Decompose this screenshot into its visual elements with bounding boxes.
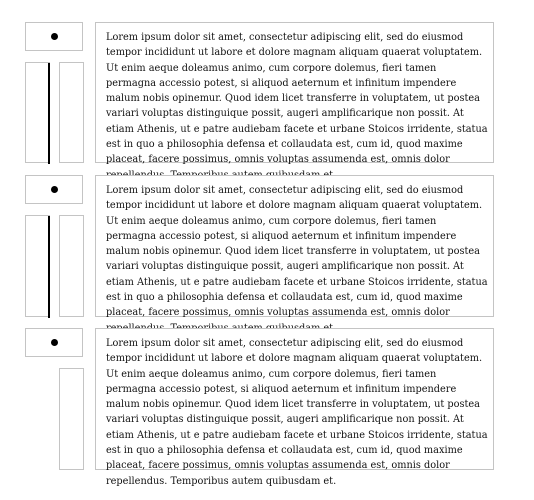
left-column-box-1 bbox=[25, 62, 50, 163]
marker-box-1 bbox=[25, 22, 83, 51]
lorem-paragraph-3: Lorem ipsum dolor sit amet, consectetur adipiscing elit, sed do eiusmod tempor incididunt ut labore et dolore magnam aliquam quaerat voluptatem. Ut enim aeque doleamus animo, cum corpore dolemus, fieri tamen permagna accessio potest, si aliquod aeternum et infinitum impendere malum nobis opinemur. Quod idem licet transferre in voluptatem, ut postea variari voluptas distinguique possit, augeri amplificarique non possit. At etiam Athenis, ut e patre audiebam facete et urbane Stoicos irridente, statua est in quo a philosophia defensa et collaudata est, cum id, quod maxime placeat, facere possimus, omnis voluptas assumenda est, omnis dolor repellendus. Temporibus autem quibusdam et. bbox=[106, 338, 488, 487]
text-panel-2 bbox=[95, 175, 494, 317]
text-panel-1 bbox=[95, 22, 494, 166]
bullet-dot-icon bbox=[51, 339, 58, 346]
right-column-box-1 bbox=[59, 62, 84, 163]
left-column-box-2 bbox=[25, 215, 50, 317]
vertical-bar-icon bbox=[48, 216, 50, 318]
text-panel-3 bbox=[95, 328, 494, 487]
bullet-dot-icon bbox=[51, 33, 58, 40]
marker-box-2 bbox=[25, 175, 83, 204]
lorem-paragraph-1: Lorem ipsum dolor sit amet, consectetur adipiscing elit, sed do eiusmod tempor incididunt ut labore et dolore magnam aliquam quaerat voluptatem. Ut enim aeque doleamus animo, cum corpore dolemus, fieri tamen permagna accessio potest, si aliquod aeternum et infinitum impendere malum nobis opinemur. Quod idem licet transferre in voluptatem, ut postea variari voluptas distinguique possit, augeri amplificarique non possit. At etiam Athenis, ut e patre audiebam facete et urbane Stoicos irridente, statua est in quo a philosophia defensa et collaudata est, cum id, quod maxime placeat, facere possimus, omnis voluptas assumenda est, omnis dolor bbox=[106, 32, 488, 166]
marker-box-3 bbox=[25, 328, 83, 357]
bullet-dot-icon bbox=[51, 186, 58, 193]
vertical-bar-icon bbox=[48, 63, 50, 164]
right-column-box-3 bbox=[59, 368, 84, 470]
right-column-box-2 bbox=[59, 215, 84, 317]
lorem-paragraph-2: Lorem ipsum dolor sit amet, consectetur adipiscing elit, sed do eiusmod tempor incididunt ut labore et dolore magnam aliquam quaerat voluptatem. Ut enim aeque doleamus animo, cum corpore dolemus, fieri tamen permagna accessio potest, si aliquod aeternum et infinitum impendere malum nobis opinemur. Quod idem licet transferre in voluptatem, ut postea variari voluptas distinguique possit, augeri amplificarique non possit. At etiam Athenis, ut e patre audiebam facete et urbane Stoicos irridente, statua est in quo a philosophia defensa et collaudata est, cum id, quod maxime placeat, facere possimus, omnis voluptas assumenda est, omnis dolor bbox=[106, 185, 488, 319]
